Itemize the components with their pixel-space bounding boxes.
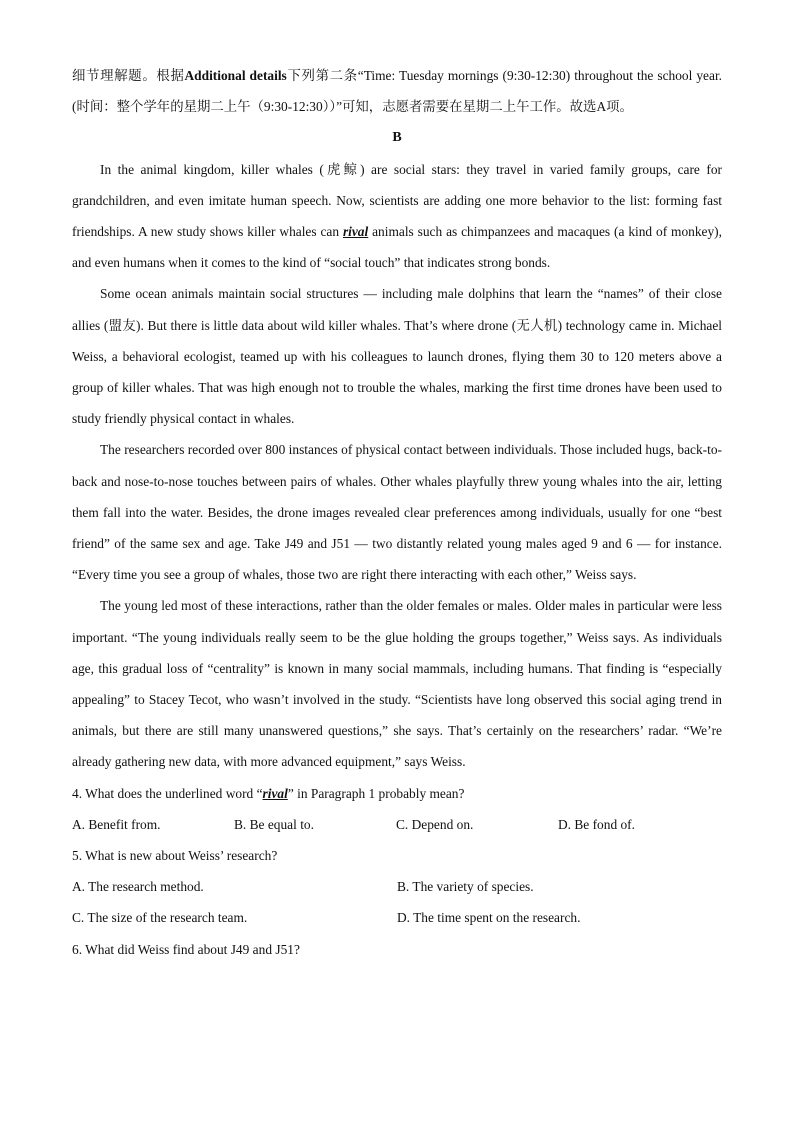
document-page <box>72 60 722 965</box>
paragraph-1-text-a: In the animal kingdom, killer whales (虎鲸) are social stars: they travel in varied family groups, care for grandchildren, and even imitate human speech. Now, scientists are adding one more behavior to the list: forming fast friendships. A new study shows killer whales can <box>72 161 722 240</box>
paragraph-3: The researchers recorded over 800 instances of physical contact between individuals. Those included hugs, back-to-back and nose-to-nose touches between pairs of whales. Other whales playfully threw young whales into the air, letting them fall into the water. Besides, the drone images revealed clear preferences among individuals, usually for one “best friend” of the same sex and age. Take J49 and J51 — two distantly related young males aged 9 and 6 — for instance. “Every time you see a group of whales, those two are right there interacting with each other,” Weiss says. <box>72 442 722 583</box>
question-4-options <box>72 809 722 840</box>
option-d: D. Be fond of. <box>558 816 635 832</box>
paragraph-4: The young led most of these interactions, rather than the older females or males. Older males in particular were less important. “The young individuals really seem to be the glue holding the groups together,” Weiss says. As individuals age, this gradual loss of “centrality” is known in many social mammals, including humans. That finding is “especially appealing” to Stacey Tecot, who wasn’t involved in the study. “Scientists have long observed this social aging trend in animals, but there are still many unanswered questions,” she says. That’s certainly on the researchers’ radar. “We’re already gathering new data, with more advanced equipment,” says Weiss. <box>72 598 722 770</box>
option-d: D. The time spent on the research. <box>397 910 581 926</box>
question-4-word: rival <box>262 785 288 801</box>
option-c: C. Depend on. <box>396 816 474 832</box>
paragraph-2: Some ocean animals maintain social structures — including male dolphins that learn the “names” of their close allies (盟友). But there is little data about wild killer whales. That’s where drone (无人机) technology came in. Michael Weiss, a behavioral ecologist, teamed up with his colleagues to launch drones, flying them 30 to 120 meters above a group of killer whales. That was high enough not to trouble the whales, marking the first time drones have been used to study friendly physical contact in whales. <box>72 286 722 427</box>
option-a: A. The research method. <box>72 879 204 895</box>
question-5-options-row-1 <box>72 871 722 902</box>
answer-explanation <box>72 60 722 122</box>
underlined-word: rival <box>342 224 369 240</box>
option-b: B. The variety of species. <box>397 879 534 895</box>
question-6-stem: 6. What did Weiss find about J49 and J51? <box>72 941 300 957</box>
option-c: C. The size of the research team. <box>72 910 248 926</box>
question-4-stem <box>72 778 722 809</box>
paragraph-1-text-b: animals such as chimpanzees and macaques (a kind of monkey), and even humans when it comes to the kind of “social touch” that indicates strong bonds. <box>72 224 722 271</box>
answer-text-end: 下列第二条“Time: Tuesday mornings (9:30-12:30) throughout the school year. (时间：整个学年的星期二上午（9:30-12:30））”可知，志愿者需要在星期二上午工作。故选A项。 <box>72 68 723 115</box>
question-5-options-row-2 <box>72 902 722 933</box>
answer-text-start: 细节理解题。根据 <box>72 68 185 83</box>
question-4-text-a: 4. What does the underlined word “ <box>72 785 263 801</box>
question-5-stem: 5. What is new about Weiss’ research? <box>72 848 278 864</box>
question-4-text-b: ” in Paragraph 1 probably mean? <box>287 785 465 801</box>
paragraph-1 <box>72 154 722 279</box>
section-title: B <box>392 130 402 146</box>
answer-bold-term: Additional details <box>184 68 287 83</box>
option-a: A. Benefit from. <box>72 816 161 832</box>
option-b: B. Be equal to. <box>234 816 314 832</box>
